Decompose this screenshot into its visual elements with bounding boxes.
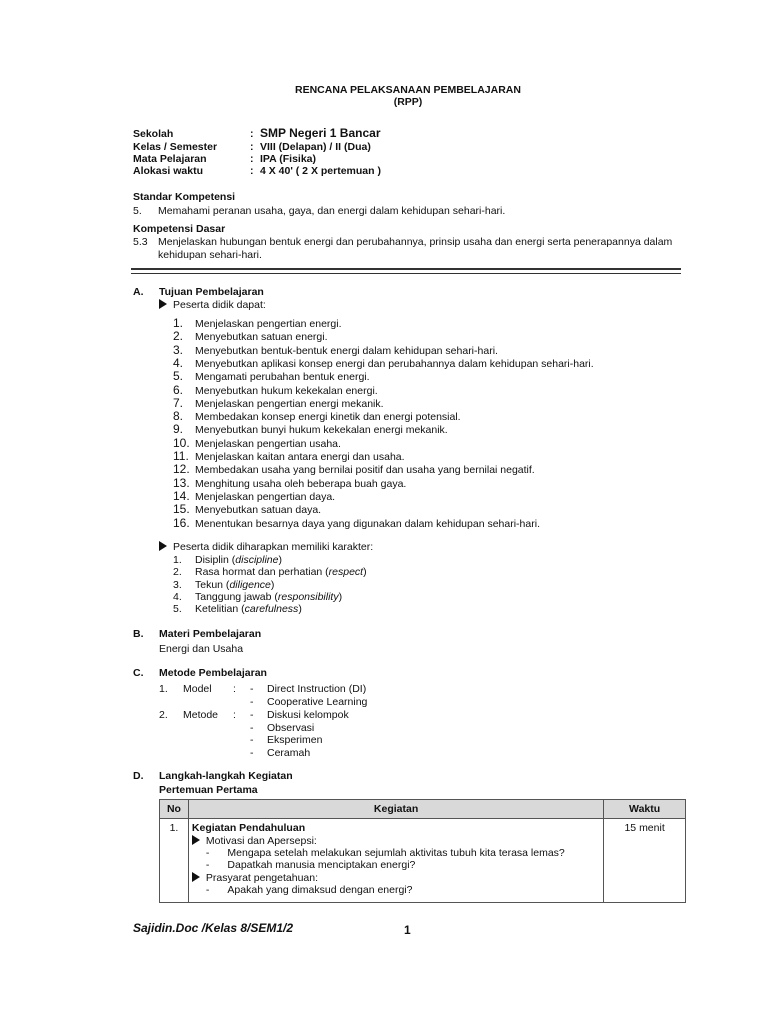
identity-value: 4 X 40' ( 2 X pertemuan ) bbox=[260, 165, 381, 177]
section-a-intro2: Peserta didik diharapkan memiliki karakter: bbox=[159, 541, 373, 553]
tujuan-item: 8. Membedakan konsep energi kinetik dan energi potensial. bbox=[173, 409, 461, 424]
tujuan-item: 5. Mengamati perubahan bentuk energi. bbox=[173, 369, 370, 384]
method-item: - Diskusi kelompok bbox=[250, 709, 349, 721]
table-header-no: No bbox=[160, 800, 189, 819]
identity-label: Mata Pelajaran bbox=[133, 153, 207, 165]
section-c-heading: Metode Pembelajaran bbox=[159, 667, 267, 679]
row-subitem: - Apakah yang dimaksud dengan energi? bbox=[205, 884, 413, 896]
divider bbox=[131, 273, 681, 274]
identity-value-school: SMP Negeri 1 Bancar bbox=[260, 126, 381, 140]
tujuan-item: 12. Membedakan usaha yang bernilai positif dan usaha yang bernilai negatif. bbox=[173, 462, 535, 477]
row-kegiatan bbox=[188, 819, 603, 903]
section-d-letter: D. bbox=[133, 770, 144, 782]
divider bbox=[131, 268, 681, 270]
identity-label: Sekolah bbox=[133, 128, 174, 140]
identity-sep: : bbox=[250, 153, 254, 165]
table-row bbox=[160, 819, 686, 903]
section-b-text: Energi dan Usaha bbox=[159, 643, 244, 655]
tujuan-item: 16. Menentukan besarnya daya yang digunakan dalam kehidupan sehari-hari. bbox=[173, 515, 540, 530]
method-item: - Ceramah bbox=[250, 746, 311, 759]
tujuan-item: 4. Menyebutkan aplikasi konsep energi dan perubahannya dalam kehidupan sehari-hari. bbox=[173, 355, 594, 370]
kegiatan-table bbox=[159, 799, 686, 903]
tujuan-item: 7. Menjelaskan pengertian energi mekanik. bbox=[173, 395, 384, 410]
kompetensi-text-line1: Menjelaskan hubungan bentuk energi dan perubahannya, prinsip usaha dan energi serta penerapannya dalam bbox=[158, 236, 673, 248]
method-item: - Eksperimen bbox=[250, 734, 323, 746]
model-sep: : bbox=[233, 683, 236, 695]
metode-num: 2. bbox=[159, 709, 168, 721]
tujuan-item: 1. Menjelaskan pengertian energi. bbox=[173, 316, 342, 330]
row-waktu: 15 menit bbox=[604, 819, 686, 903]
identity-label: Alokasi waktu bbox=[133, 165, 204, 177]
method-item: - Observasi bbox=[250, 721, 315, 734]
metode-sep: : bbox=[233, 709, 236, 721]
tujuan-item: 13. Menghitung usaha oleh beberapa buah gaya. bbox=[173, 475, 407, 490]
method-item: - Direct Instruction (DI) bbox=[250, 683, 367, 695]
arrow-bullet-icon bbox=[159, 541, 167, 551]
method-item: - Cooperative Learning bbox=[250, 695, 368, 708]
identity-sep: : bbox=[250, 165, 254, 177]
standar-num: 5. bbox=[133, 205, 142, 217]
tujuan-item: 9. Menyebutkan bunyi hukum kekekalan energi mekanik. bbox=[173, 422, 448, 437]
standar-heading: Standar Kompetensi bbox=[133, 191, 236, 203]
arrow-bullet-icon bbox=[192, 835, 200, 845]
row-bullet: Prasyarat pengetahuan: bbox=[192, 872, 600, 884]
row-kegiatan-title: Kegiatan Pendahuluan bbox=[191, 822, 306, 834]
section-c-letter: C. bbox=[133, 667, 144, 679]
tujuan-item: 6. Menyebutkan hukum kekekalan energi. bbox=[173, 382, 378, 397]
page-title: RENCANA PELAKSANAAN PEMBELAJARAN bbox=[295, 84, 521, 96]
model-label: Model bbox=[183, 683, 212, 695]
tujuan-item: 15. Menyebutkan satuan daya. bbox=[173, 502, 322, 517]
character-item: 5. Ketelitian (carefulness) bbox=[173, 603, 302, 616]
row-no: 1. bbox=[160, 819, 189, 903]
character-item: 4. Tanggung jawab (responsibility) bbox=[173, 590, 343, 603]
identity-sep: : bbox=[250, 141, 254, 153]
identity-value: IPA (Fisika) bbox=[260, 153, 317, 165]
section-d-heading: Langkah-langkah Kegiatan bbox=[159, 770, 293, 782]
model-num: 1. bbox=[159, 683, 168, 695]
arrow-bullet-icon bbox=[159, 299, 167, 309]
section-a-letter: A. bbox=[133, 286, 144, 298]
kompetensi-text-line2: kehidupan sehari-hari. bbox=[158, 249, 262, 261]
section-a-heading: Tujuan Pembelajaran bbox=[159, 286, 264, 298]
footer-doc-label: Sajidin.Doc /Kelas 8/SEM1/2 bbox=[133, 921, 294, 935]
standar-text: Memahami peranan usaha, gaya, dan energi dalam kehidupan sehari-hari. bbox=[158, 205, 506, 217]
metode-label: Metode bbox=[183, 709, 219, 721]
character-item: 2. Rasa hormat dan perhatian (respect) bbox=[173, 566, 367, 579]
section-b-heading: Materi Pembelajaran bbox=[159, 628, 262, 640]
tujuan-item: 11. Menjelaskan kaitan antara energi dan usaha. bbox=[173, 449, 405, 463]
kompetensi-heading: Kompetensi Dasar bbox=[133, 223, 226, 235]
section-d-subheading: Pertemuan Pertama bbox=[159, 784, 258, 796]
tujuan-item: 10. Menjelaskan pengertian usaha. bbox=[173, 435, 341, 450]
kompetensi-num: 5.3 bbox=[133, 236, 148, 248]
identity-label: Kelas / Semester bbox=[133, 141, 218, 153]
identity-value: VIII (Delapan) / II (Dua) bbox=[260, 141, 371, 153]
tujuan-item: 3. Menyebutkan bentuk-bentuk energi dalam kehidupan sehari-hari. bbox=[173, 342, 498, 357]
page-number: 1 bbox=[404, 923, 411, 937]
arrow-bullet-icon bbox=[192, 872, 200, 882]
section-a-intro: Peserta didik dapat: bbox=[159, 299, 266, 311]
table-header-waktu: Waktu bbox=[604, 800, 686, 819]
page-subtitle: (RPP) bbox=[393, 96, 423, 108]
character-item: 3. Tekun (diligence) bbox=[173, 578, 275, 591]
tujuan-item: 14. Menjelaskan pengertian daya. bbox=[173, 488, 336, 503]
section-b-letter: B. bbox=[133, 628, 144, 640]
table-header-kegiatan: Kegiatan bbox=[188, 800, 603, 819]
row-subitem: - Dapatkah manusia menciptakan energi? bbox=[205, 859, 416, 871]
row-bullet: Motivasi dan Apersepsi: bbox=[192, 835, 600, 847]
tujuan-item: 2. Menyebutkan satuan energi. bbox=[173, 329, 328, 344]
row-subitem: - Mengapa setelah melakukan sejumlah aktivitas tubuh kita terasa lemas? bbox=[205, 847, 565, 859]
table-header-row bbox=[160, 800, 686, 819]
character-item: 1. Disiplin (discipline) bbox=[173, 554, 282, 566]
identity-sep: : bbox=[250, 128, 254, 140]
